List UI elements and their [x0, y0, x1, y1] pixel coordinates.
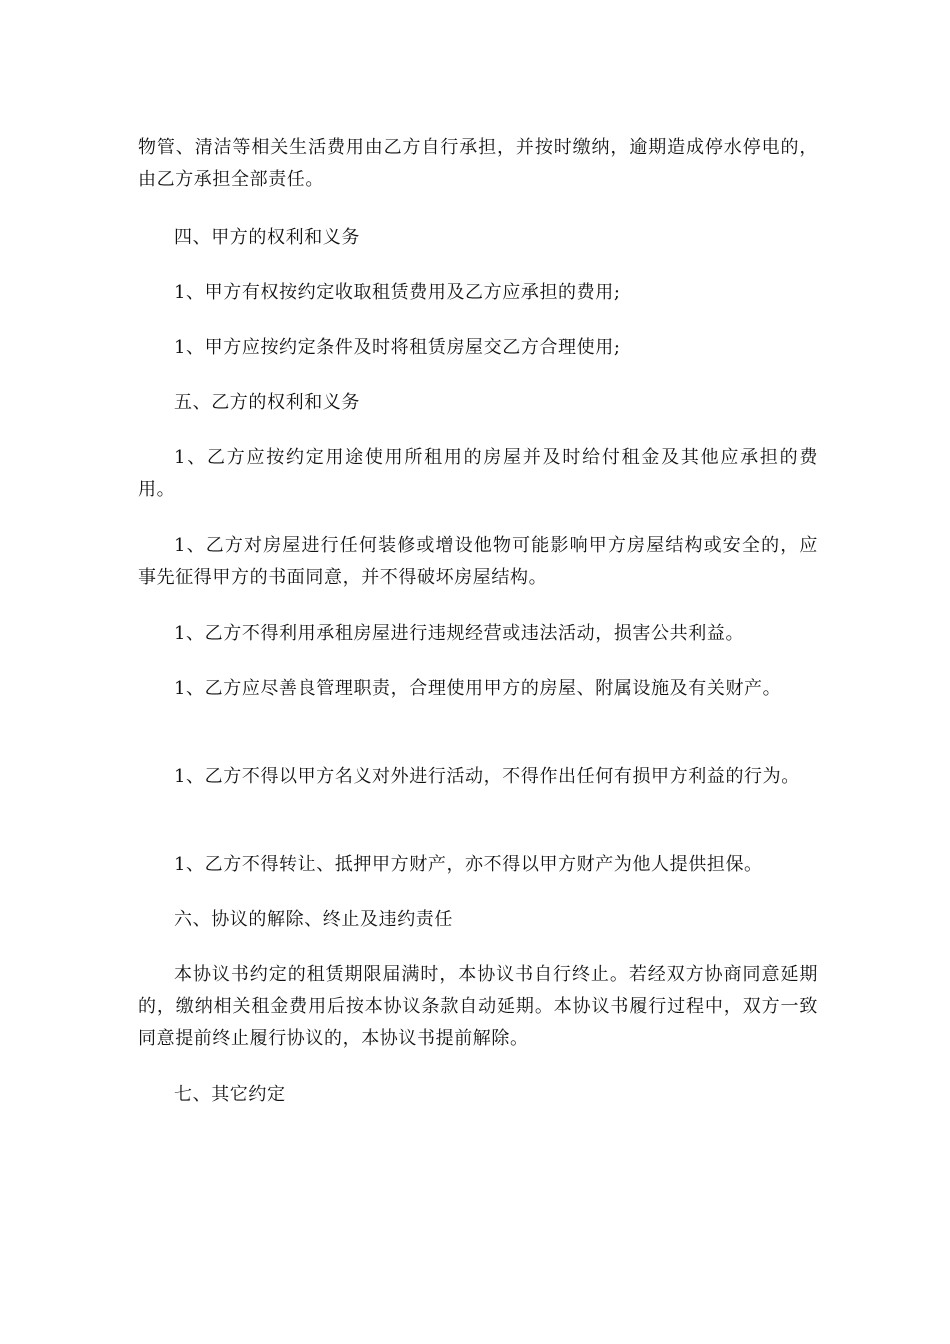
paragraph-continuation: 物管、清洁等相关生活费用由乙方自行承担，并按时缴纳，逾期造成停水停电的，由乙方承担全部责任。 [138, 137, 818, 190]
clause-paragraph: 1、乙方不得转让、抵押甲方财产，亦不得以甲方财产为他人提供担保。 [174, 854, 763, 875]
section-heading-5: 五、乙方的权利和义务 [174, 392, 360, 413]
clause-paragraph: 1、乙方应尽善良管理职责，合理使用甲方的房屋、附属设施及有关财产。 [174, 678, 782, 699]
body-paragraph: 本协议书约定的租赁期限届满时，本协议书自行终止。若经双方协商同意延期的，缴纳相关租金费用后按本协议条款自动延期。本协议书履行过程中，双方一致同意提前终止履行协议的，本协议书提前解除。 [138, 964, 818, 1049]
section-heading-4: 四、甲方的权利和义务 [174, 227, 360, 248]
clause-paragraph: 1、甲方有权按约定收取租赁费用及乙方应承担的费用; [174, 282, 621, 303]
clause-paragraph: 1、甲方应按约定条件及时将租赁房屋交乙方合理使用; [174, 337, 621, 358]
clause-paragraph: 1、乙方不得以甲方名义对外进行活动，不得作出任何有损甲方利益的行为。 [174, 766, 800, 787]
section-heading-6: 六、协议的解除、终止及违约责任 [174, 909, 453, 930]
clause-paragraph: 1、乙方不得利用承租房屋进行违规经营或违法活动，损害公共利益。 [174, 623, 745, 644]
section-heading-7: 七、其它约定 [174, 1084, 286, 1105]
clause-paragraph: 1、乙方应按约定用途使用所租用的房屋并及时给付租金及其他应承担的费用。 [138, 447, 818, 500]
clause-paragraph: 1、乙方对房屋进行任何装修或增设他物可能影响甲方房屋结构或安全的，应事先征得甲方的书面同意，并不得破坏房屋结构。 [138, 535, 818, 588]
